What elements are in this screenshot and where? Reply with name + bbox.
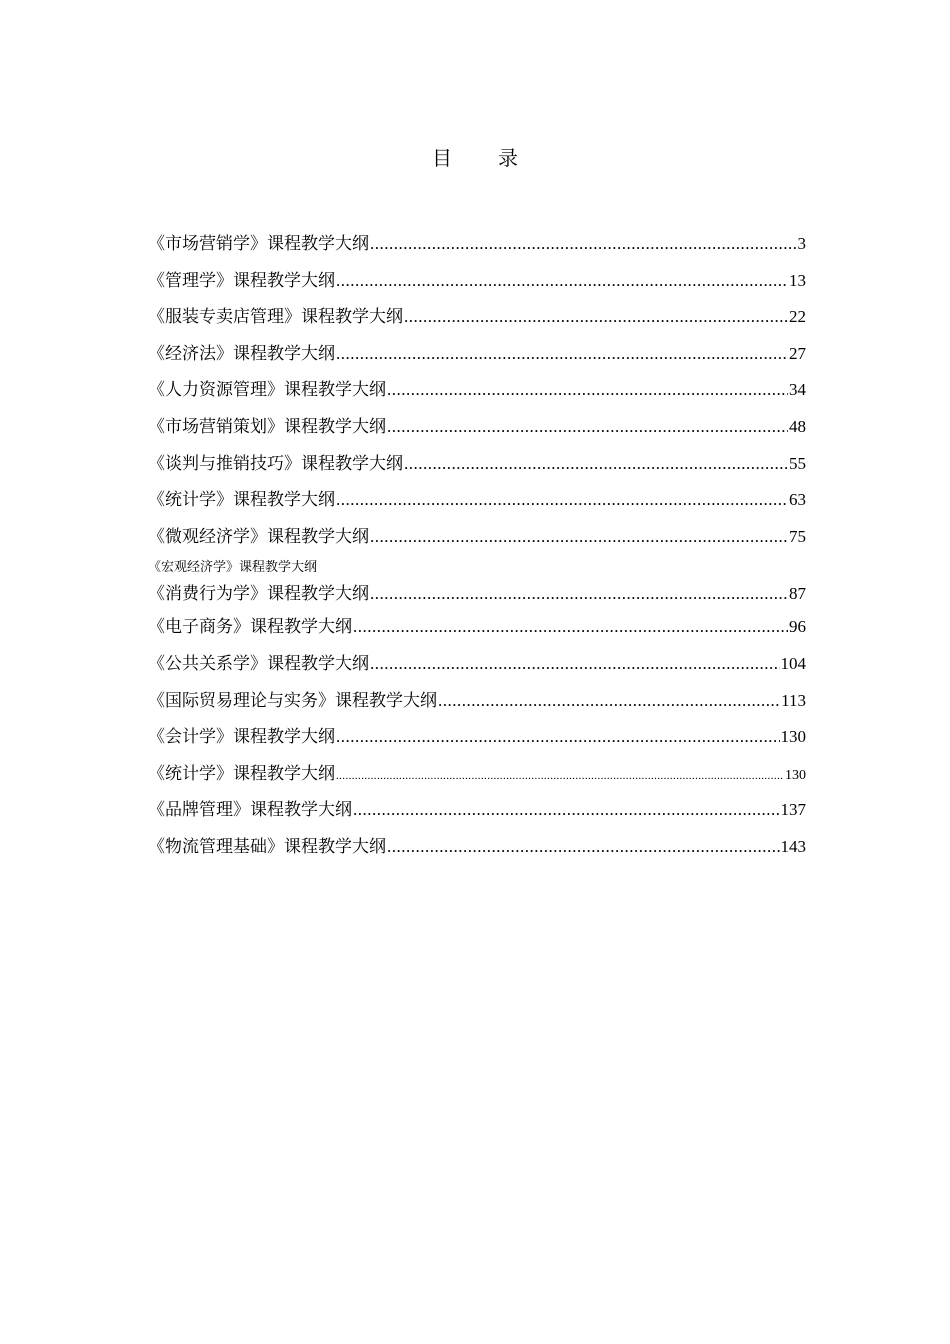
toc-entry-title: 《会计学》课程教学大纲	[148, 727, 335, 748]
toc-entry-title: 《人力资源管理》课程教学大纲	[148, 380, 386, 401]
toc-entry-page: 22	[789, 307, 806, 327]
toc-entry-title: 《经济法》课程教学大纲	[148, 343, 335, 364]
toc-entry-title: 《服装专卖店管理》课程教学大纲	[148, 307, 403, 328]
toc-entry[interactable]	[148, 446, 806, 483]
toc-leader	[336, 482, 788, 519]
toc-entry-page: 130	[785, 767, 806, 783]
toc-entry-title: 《公共关系学》课程教学大纲	[148, 653, 369, 674]
toc-entry-title: 《市场营销学》课程教学大纲	[148, 234, 369, 254]
toc-leader	[370, 646, 780, 683]
toc-entry-title: 《电子商务》课程教学大纲	[148, 617, 352, 638]
toc-leader	[336, 336, 788, 373]
toc-entry-page: 143	[780, 836, 806, 856]
toc-leader	[370, 226, 797, 263]
table-of-contents	[148, 226, 806, 866]
toc-entry-page: 3	[797, 234, 806, 253]
toc-leader	[336, 758, 784, 795]
page-title	[0, 142, 950, 171]
toc-entry-page: 87	[789, 584, 806, 604]
toc-entry[interactable]	[148, 792, 806, 829]
toc-entry-title: 《谈判与推销技巧》课程教学大纲	[148, 453, 403, 474]
toc-leader	[353, 609, 788, 646]
toc-entry-page: 137	[780, 800, 806, 820]
toc-entry-page: 55	[789, 453, 806, 473]
toc-entry-title: 《统计学》课程教学大纲	[148, 763, 335, 784]
toc-entry[interactable]	[148, 482, 806, 519]
toc-entry[interactable]	[148, 609, 806, 646]
toc-entry-title: 《统计学》课程教学大纲	[148, 490, 335, 511]
toc-entry[interactable]	[148, 372, 806, 409]
toc-entry[interactable]	[148, 646, 806, 683]
toc-entry[interactable]	[148, 519, 806, 556]
toc-entry[interactable]	[148, 263, 806, 300]
toc-entry[interactable]	[148, 756, 806, 793]
toc-entry[interactable]	[148, 829, 806, 866]
toc-entry-title: 《管理学》课程教学大纲	[148, 270, 335, 291]
toc-leader	[404, 446, 788, 483]
toc-entry-page: 48	[789, 416, 806, 436]
toc-leader	[387, 409, 788, 446]
toc-leader	[370, 579, 788, 609]
toc-entry-page: 27	[789, 343, 806, 363]
toc-leader	[404, 299, 788, 336]
toc-entry-title: 《微观经济学》课程教学大纲	[148, 526, 369, 547]
toc-leader	[438, 683, 780, 720]
toc-unnumbered-entry[interactable]: 《宏观经济学》课程教学大纲	[148, 560, 318, 576]
title-char-2: 录	[498, 146, 518, 170]
toc-entry-page: 130	[780, 727, 806, 747]
toc-leader	[387, 372, 788, 409]
toc-leader	[353, 792, 780, 829]
title-char-1: 目	[432, 146, 452, 170]
toc-entry-page: 13	[789, 270, 806, 290]
toc-entry-title: 《物流管理基础》课程教学大纲	[148, 836, 386, 857]
toc-entry[interactable]	[148, 683, 806, 720]
toc-leader	[336, 719, 780, 756]
toc-entry-title: 《消费行为学》课程教学大纲	[148, 584, 369, 605]
toc-entry[interactable]	[148, 336, 806, 373]
toc-entry-page: 96	[789, 617, 806, 637]
toc-entry-page: 113	[781, 690, 806, 710]
toc-entry[interactable]	[148, 299, 806, 336]
toc-entry[interactable]	[148, 719, 806, 756]
toc-entry[interactable]	[148, 226, 806, 263]
toc-entry-title: 《市场营销策划》课程教学大纲	[148, 416, 386, 437]
toc-entry-title: 《品牌管理》课程教学大纲	[148, 800, 352, 821]
toc-leader	[336, 263, 788, 300]
toc-entry-page: 63	[789, 490, 806, 510]
toc-entry-page: 75	[789, 526, 806, 546]
toc-entry[interactable]	[148, 579, 806, 609]
toc-leader	[387, 829, 780, 866]
toc-leader	[370, 519, 788, 556]
toc-entry-page: 34	[789, 380, 806, 400]
toc-entry[interactable]	[148, 409, 806, 446]
toc-entry-page: 104	[780, 653, 806, 673]
toc-entry-title: 《国际贸易理论与实务》课程教学大纲	[148, 690, 437, 711]
